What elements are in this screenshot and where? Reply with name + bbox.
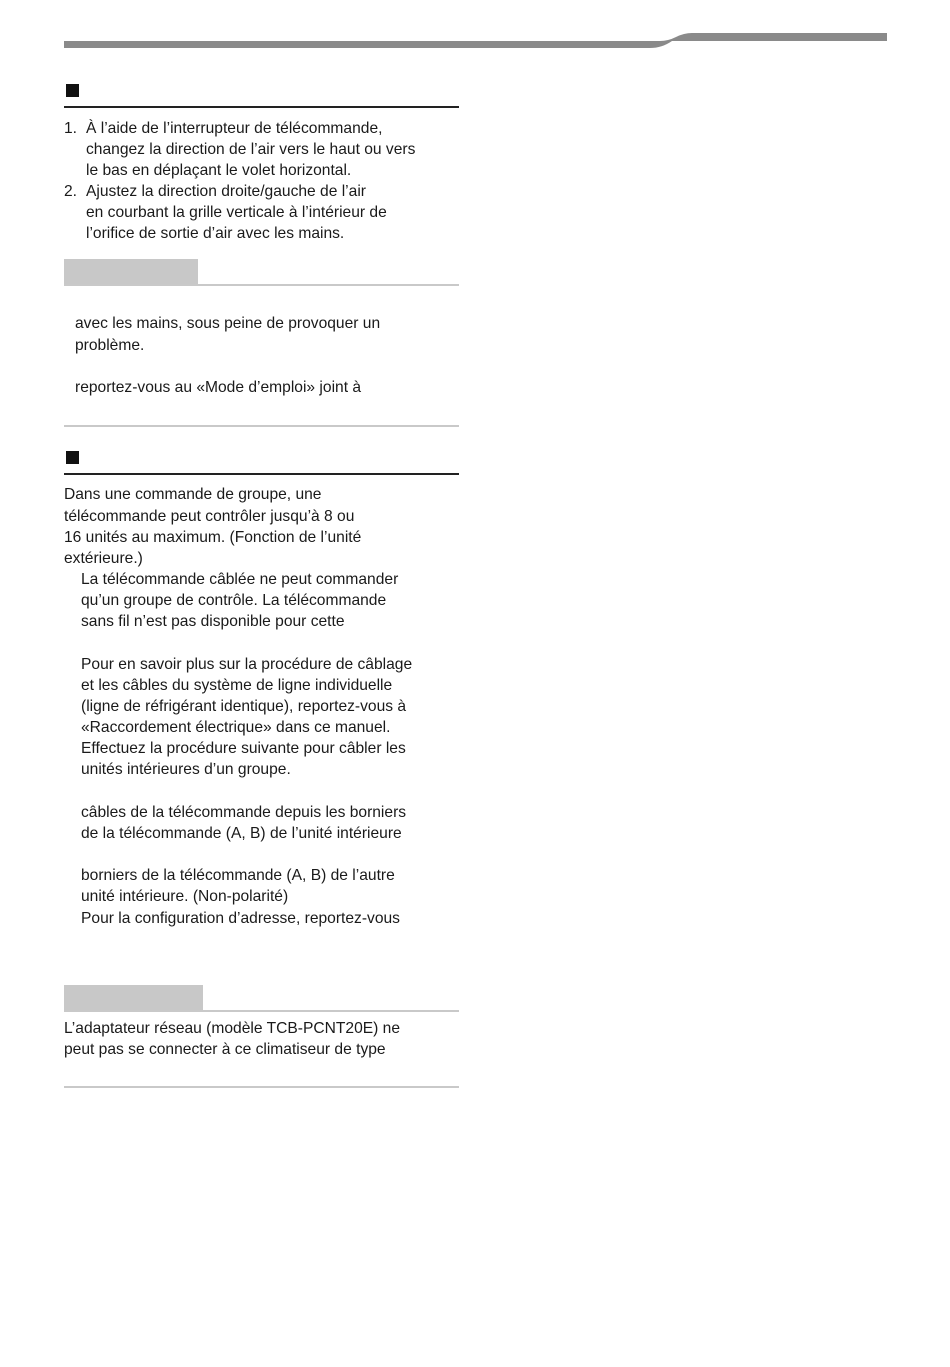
note-1-line: reportez-vous au «Mode d’emploi» joint à xyxy=(75,379,362,396)
list-item-number: 1. xyxy=(64,120,78,137)
section-2-intro-line: Dans une commande de groupe, une xyxy=(64,486,322,503)
list-item-line: À l’aide de l’interrupteur de télécommande, xyxy=(86,120,383,137)
note-2-bottom-rule xyxy=(64,1086,459,1088)
list-item-line: Ajustez la direction droite/gauche de l’air xyxy=(86,183,366,200)
section-2-body-line: La télécommande câblée ne peut commander xyxy=(81,571,399,588)
note-1-line: avec les mains, sous peine de provoquer un xyxy=(75,315,381,332)
section-2-body-line: unités intérieures d’un groupe. xyxy=(81,761,291,778)
section-2-intro-line: télécommande peut contrôler jusqu’à 8 ou xyxy=(64,508,355,525)
section-2-body-line: (ligne de réfrigérant identique), reportez-vous à xyxy=(81,698,407,715)
section-2-body-line: câbles de la télécommande depuis les borniers xyxy=(81,804,407,821)
section-2-body-line: Effectuez la procédure suivante pour câbler les xyxy=(81,740,406,757)
note-1-line: problème. xyxy=(75,337,145,354)
section-2-body-line: sans fil n’est pas disponible pour cette xyxy=(81,613,345,630)
list-item-line: en courbant la grille verticale à l’intérieur de xyxy=(86,204,387,221)
section-2-body-line: «Raccordement électrique» dans ce manuel. xyxy=(81,719,391,736)
note-2-line: peut pas se connecter à ce climatiseur de type xyxy=(64,1041,386,1058)
note-2-line: L’adaptateur réseau (modèle TCB-PCNT20E) ne xyxy=(64,1020,401,1037)
note-2-label-box xyxy=(64,985,203,1011)
note-2-top-rule xyxy=(64,1010,459,1012)
list-item-number: 2. xyxy=(64,183,78,200)
section-2-marker xyxy=(66,451,79,464)
section-2-body-line: de la télécommande (A, B) de l’unité intérieure xyxy=(81,825,402,842)
section-2-body-line: qu’un groupe de contrôle. La télécommande xyxy=(81,592,387,609)
section-2-intro-line: extérieure.) xyxy=(64,550,143,567)
section-2-body-line: Pour en savoir plus sur la procédure de câblage xyxy=(81,656,413,673)
list-item-line: l’orifice de sortie d’air avec les mains. xyxy=(86,225,345,242)
section-2-body-line: unité intérieure. (Non-polarité) xyxy=(81,888,289,905)
section-1-marker xyxy=(66,84,79,97)
list-item-line: changez la direction de l’air vers le haut ou vers xyxy=(86,141,416,158)
note-1-label-box xyxy=(64,259,198,285)
section-2-body-line: et les câbles du système de ligne individuelle xyxy=(81,677,393,694)
section-2-body-line: Pour la configuration d’adresse, reportez-vous xyxy=(81,910,400,927)
section-2-rule xyxy=(64,473,459,475)
section-1-rule xyxy=(64,106,459,108)
note-1-top-rule xyxy=(64,284,459,286)
section-2-body-line: borniers de la télécommande (A, B) de l’autre xyxy=(81,867,395,884)
list-item-line: le bas en déplaçant le volet horizontal. xyxy=(86,162,352,179)
section-2-intro-line: 16 unités au maximum. (Fonction de l’unité xyxy=(64,529,362,546)
header-bar xyxy=(0,0,950,60)
note-1-bottom-rule xyxy=(64,425,459,427)
